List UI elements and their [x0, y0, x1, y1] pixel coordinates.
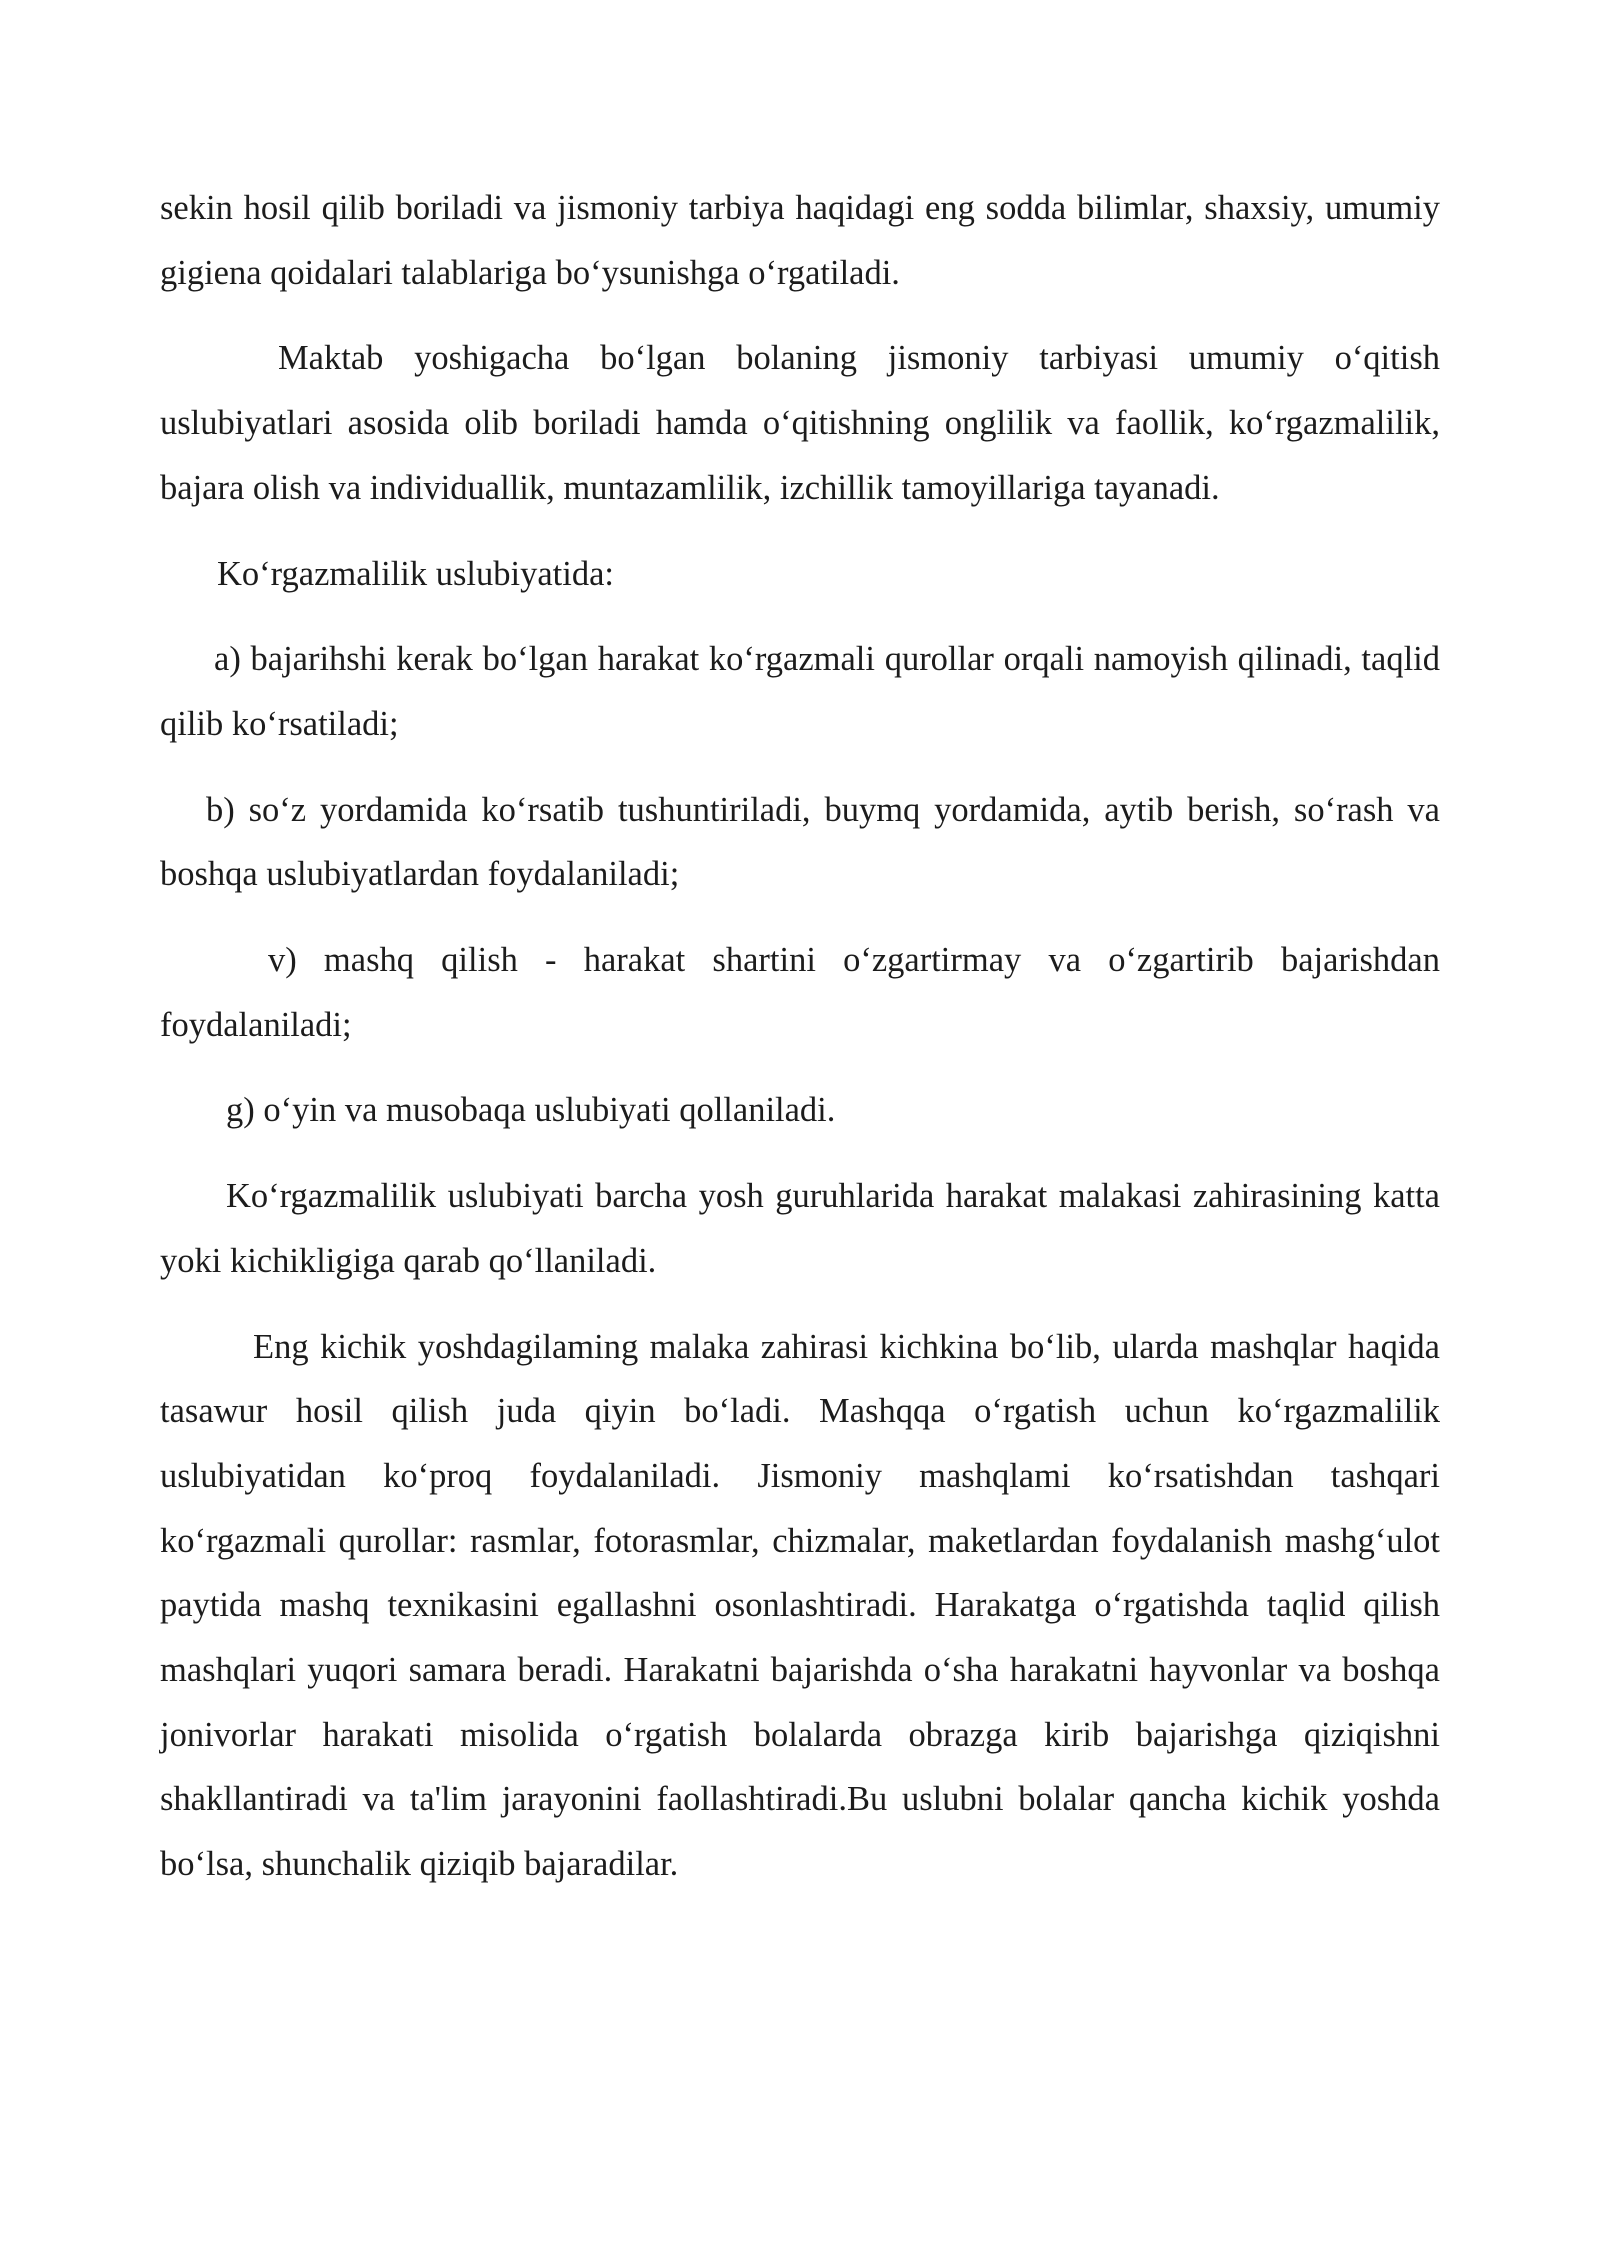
list-item-b: b) so‘z yordamida ko‘rsatib tushuntiriladi, buymq yordamida, aytib berish, so‘rash va boshqa uslubiyatlardan foydalaniladi;	[160, 790, 1440, 894]
paragraph-visual-method-usage: Ko‘rgazmalilik uslubiyati barcha yosh guruhlarida harakat malakasi zahirasining katta yoki kichikligiga qarab qo‘llaniladi.	[160, 1177, 1440, 1280]
list-item-v: v) mashq qilish - harakat shartini o‘zgartirmay va o‘zgartirib bajarishdan foydalaniladi;	[160, 941, 1440, 1044]
list-item-a: a) bajarihshi kerak bo‘lgan harakat ko‘rgazmali qurollar orqali namoyish qilinadi, taqlid qilib ko‘rsatiladi;	[160, 640, 1440, 743]
paragraph-preschool-education: Maktab yoshigacha bo‘lgan bolaning jismoniy tarbiyasi umumiy o‘qitish uslubiyatlari asosida olib boriladi hamda o‘qitishning onglilik va faollik, ko‘rgazmalilik, bajara olish va individuallik, muntazamlilik, izchillik tamoyillariga tayanadi.	[160, 339, 1440, 507]
list-item-g: g) o‘yin va musobaqa uslubiyati qollaniladi.	[226, 1091, 836, 1130]
paragraph-visual-method-heading: Ko‘rgazmalilik uslubiyatida:	[217, 554, 614, 593]
paragraph-continuation: sekin hosil qilib boriladi va jismoniy tarbiya haqidagi eng sodda bilimlar, shaxsiy, umumiy gigiena qoidalari talablariga bo‘ysunishga o‘rgatiladi.	[160, 189, 1440, 292]
paragraph-youngest-age: Eng kichik yoshdagilaming malaka zahirasi kichkina bo‘lib, ularda mashqlar haqida tasawur hosil qilish juda qiyin bo‘ladi. Mashqqa o‘rgatish uchun ko‘rgazmalilik uslubiyatidan ko‘proq foydalaniladi. Jismoniy mashqlami ko‘rsatishdan tashqari ko‘rgazmali qurollar: rasmlar, fotorasmlar, chizmalar, maketlardan foydalanish mashg‘ulot paytida mashq texnikasini egallashni osonlashtiradi. Harakatga o‘rgatishda taqlid qilish mashqlari yuqori samara beradi. Harakatni bajarishda o‘sha harakatni hayvonlar va boshqa jonivorlar harakati misolida o‘rgatish bolalarda obrazga kirib bajarishga qiziqishni shakllantiradi va ta'lim jarayonini faollashtiradi.Bu uslubni bolalar qancha kichik yoshda bo‘lsa, shunchalik qiziqib bajaradilar.	[160, 1327, 1440, 1884]
document-page	[160, 176, 1440, 1897]
